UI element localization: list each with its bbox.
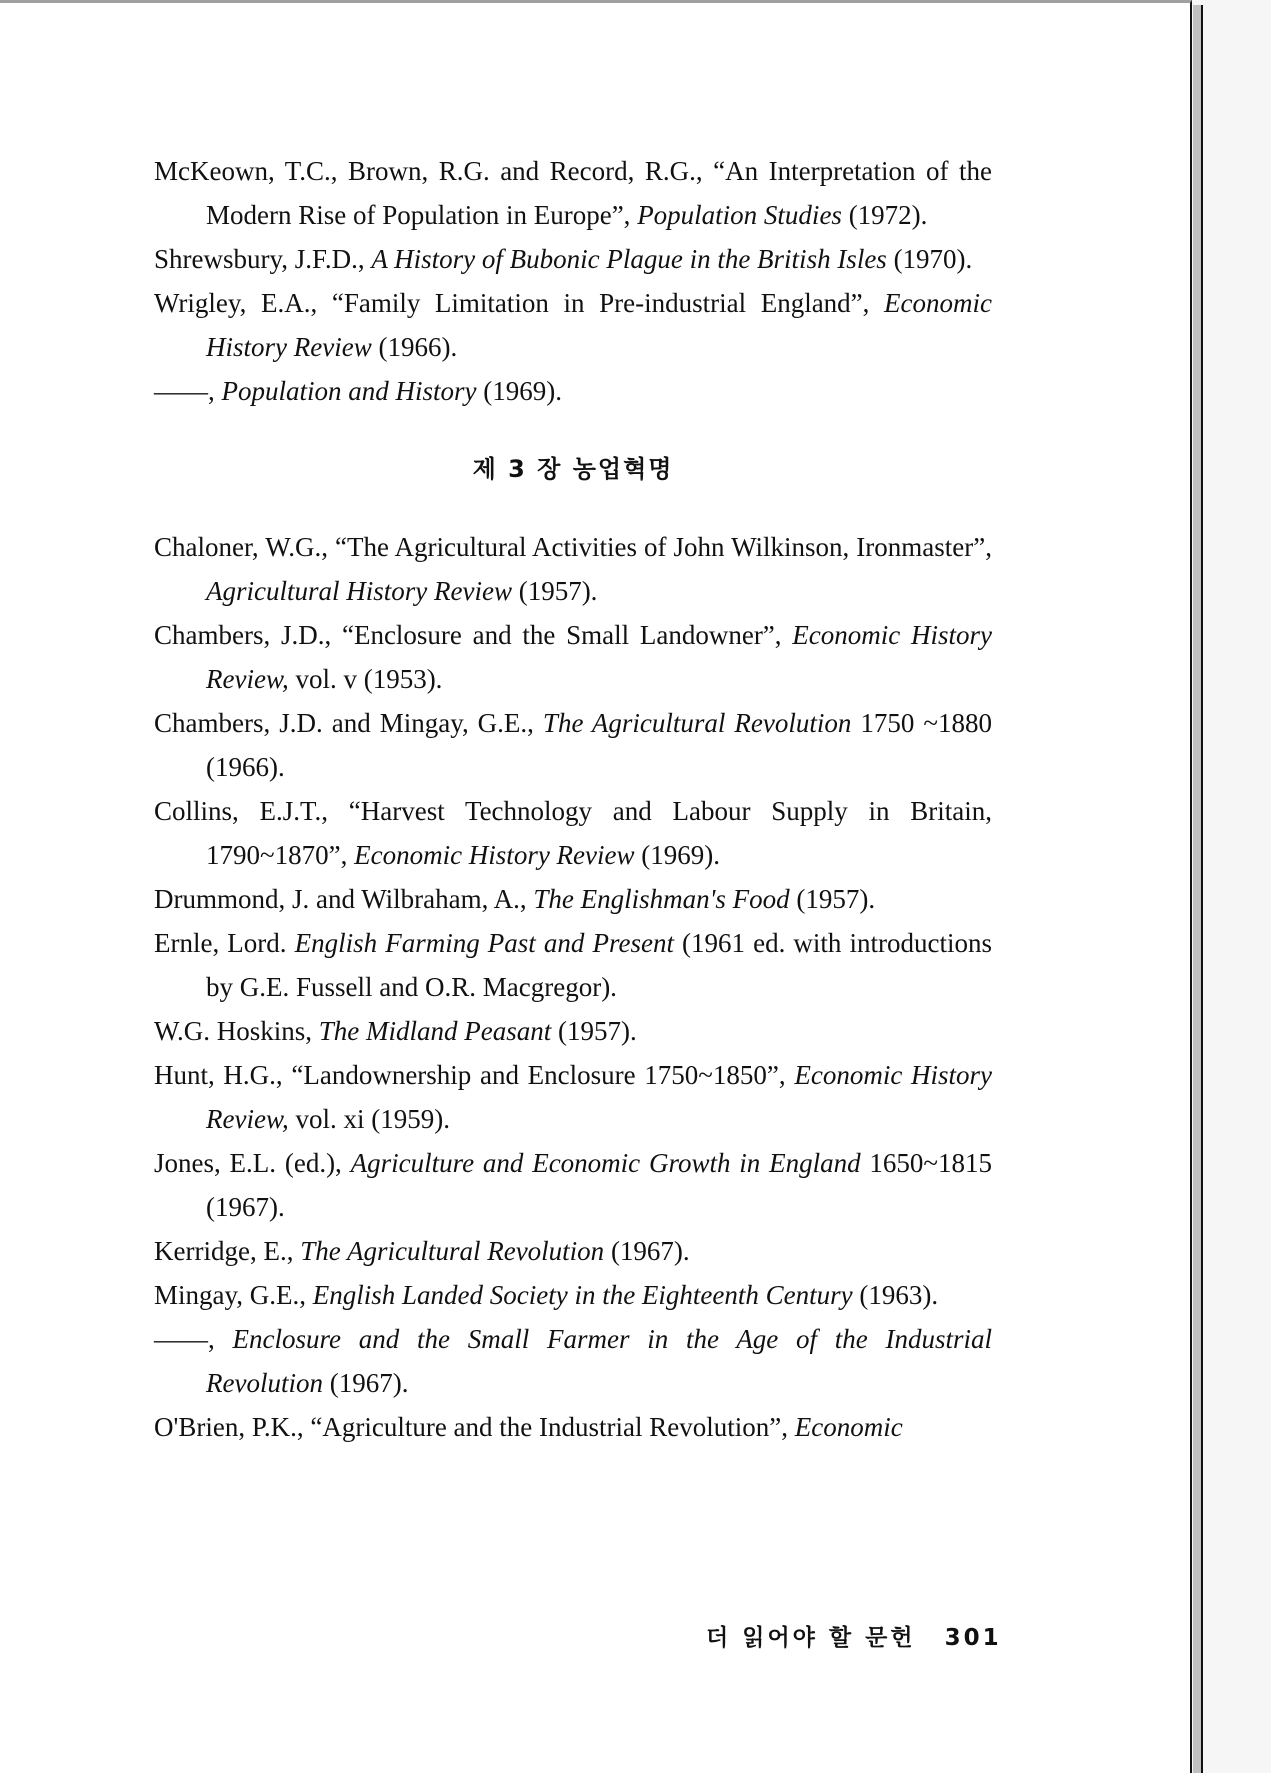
entry-text: (1969). (634, 840, 720, 870)
entry-title: Agriculture and Economic Growth in England (350, 1148, 861, 1178)
bibliography-entry (154, 281, 992, 369)
entry-text: (1957). (789, 884, 876, 914)
bibliography-entry (154, 1273, 992, 1317)
entry-text: (1967). (322, 1368, 409, 1398)
entry-text: 1650~1815 (1967). (206, 1148, 993, 1222)
bibliography-entry (154, 237, 992, 281)
entry-text: vol. v (1953). (288, 664, 443, 694)
entry-title: Economic History Review (206, 288, 992, 362)
entry-text: 1750 ~1880 (1966). (206, 708, 992, 782)
entry-title: Agricultural History Review (206, 576, 512, 606)
bibliography-entry (154, 369, 992, 413)
bibliography-entry (154, 1009, 992, 1053)
entry-title: Economic History Review, (206, 1060, 992, 1134)
entry-title: Population Studies (637, 200, 842, 230)
entry-text: (1967). (604, 1236, 690, 1266)
entry-text: W.G. Hoskins, (154, 1016, 319, 1046)
entry-text: (1957). (551, 1016, 637, 1046)
entry-title: Population and History (221, 376, 477, 406)
entry-text: Chambers, J.D. and Mingay, G.E., (154, 708, 543, 738)
entry-title: Enclosure and the Small Farmer in the Age of the Industrial Revolution (206, 1324, 992, 1398)
entry-text: Chaloner, W.G., “The Agricultural Activities of John Wilkinson, Ironmaster”, (154, 532, 992, 562)
section-heading: 제 3 장 농업혁명 (472, 455, 674, 483)
entry-text: O'Brien, P.K., “Agriculture and the Industrial Revolution”, (154, 1412, 795, 1442)
entry-text: Shrewsbury, J.F.D., (154, 244, 372, 274)
entry-text: (1963). (852, 1280, 939, 1310)
entry-text: (1966). (371, 332, 458, 362)
entry-text: McKeown, T.C., Brown, R.G. and Record, R.G., “An Interpretation of the Modern Rise of Population in Europe”, (154, 156, 992, 230)
bibliography-entry (154, 789, 992, 877)
entry-text: Drummond, J. and Wilbraham, A., (154, 884, 534, 914)
entry-title: Economic History Review, (206, 620, 992, 694)
bibliography-entry (154, 877, 992, 921)
section-population (154, 149, 992, 413)
entry-text: Collins, E.J.T., “Harvest Technology and Labour Supply in Britain, 1790~1870”, (154, 796, 992, 870)
bibliography-entry (154, 701, 992, 789)
entry-title: Economic History Review (354, 840, 635, 870)
entry-text: Kerridge, E., (154, 1236, 301, 1266)
entry-text: (1957). (511, 576, 598, 606)
entry-title: The Agricultural Revolution (542, 708, 852, 738)
bibliography-entry (154, 1405, 992, 1449)
entry-text: Wrigley, E.A., “Family Limitation in Pre-industrial England”, (154, 288, 885, 318)
entry-title: English Farming Past and Present (294, 928, 674, 958)
entry-text: Jones, E.L. (ed.), (154, 1148, 351, 1178)
bibliography-entry (154, 525, 992, 613)
entry-text: Hunt, H.G., “Landownership and Enclosure 1750~1850”, (154, 1060, 795, 1090)
bibliography-entry (154, 613, 992, 701)
page-number: 301 (944, 1625, 1002, 1651)
entry-text: (1961 ed. with introductions by G.E. Fussell and O.R. Macgregor). (206, 928, 993, 1002)
entry-text: (1972). (841, 200, 928, 230)
entry-text: Mingay, G.E., (154, 1280, 313, 1310)
entry-text: ——, (154, 1324, 233, 1354)
bibliography-entry (154, 1141, 992, 1229)
section-agricultural-revolution (154, 525, 992, 1449)
bibliography (154, 149, 992, 1449)
entry-text: Chambers, J.D., “Enclosure and the Small Landowner”, (154, 620, 793, 650)
entry-text: ——, (154, 376, 222, 406)
bibliography-entry (154, 921, 992, 1009)
page-footer (706, 1619, 1002, 1652)
entry-text: (1969). (476, 376, 562, 406)
bibliography-entry (154, 1229, 992, 1273)
entry-title: English Landed Society in the Eighteenth Century (312, 1280, 853, 1310)
entry-title: The Agricultural Revolution (300, 1236, 605, 1266)
bibliography-entry (154, 1317, 992, 1405)
entry-title: The Midland Peasant (318, 1016, 552, 1046)
entry-title: Economic (794, 1412, 903, 1442)
entry-text: Ernle, Lord. (154, 928, 295, 958)
running-title: 더 읽어야 할 문헌 (706, 1625, 916, 1651)
bibliography-entry (154, 1053, 992, 1141)
page-edge (1193, 5, 1203, 1773)
entry-title: A History of Bubonic Plague in the British Isles (371, 244, 887, 274)
entry-title: The Englishman's Food (533, 884, 790, 914)
entry-text: vol. xi (1959). (288, 1104, 450, 1134)
bibliography-entry (154, 149, 992, 237)
entry-text: (1970). (886, 244, 973, 274)
